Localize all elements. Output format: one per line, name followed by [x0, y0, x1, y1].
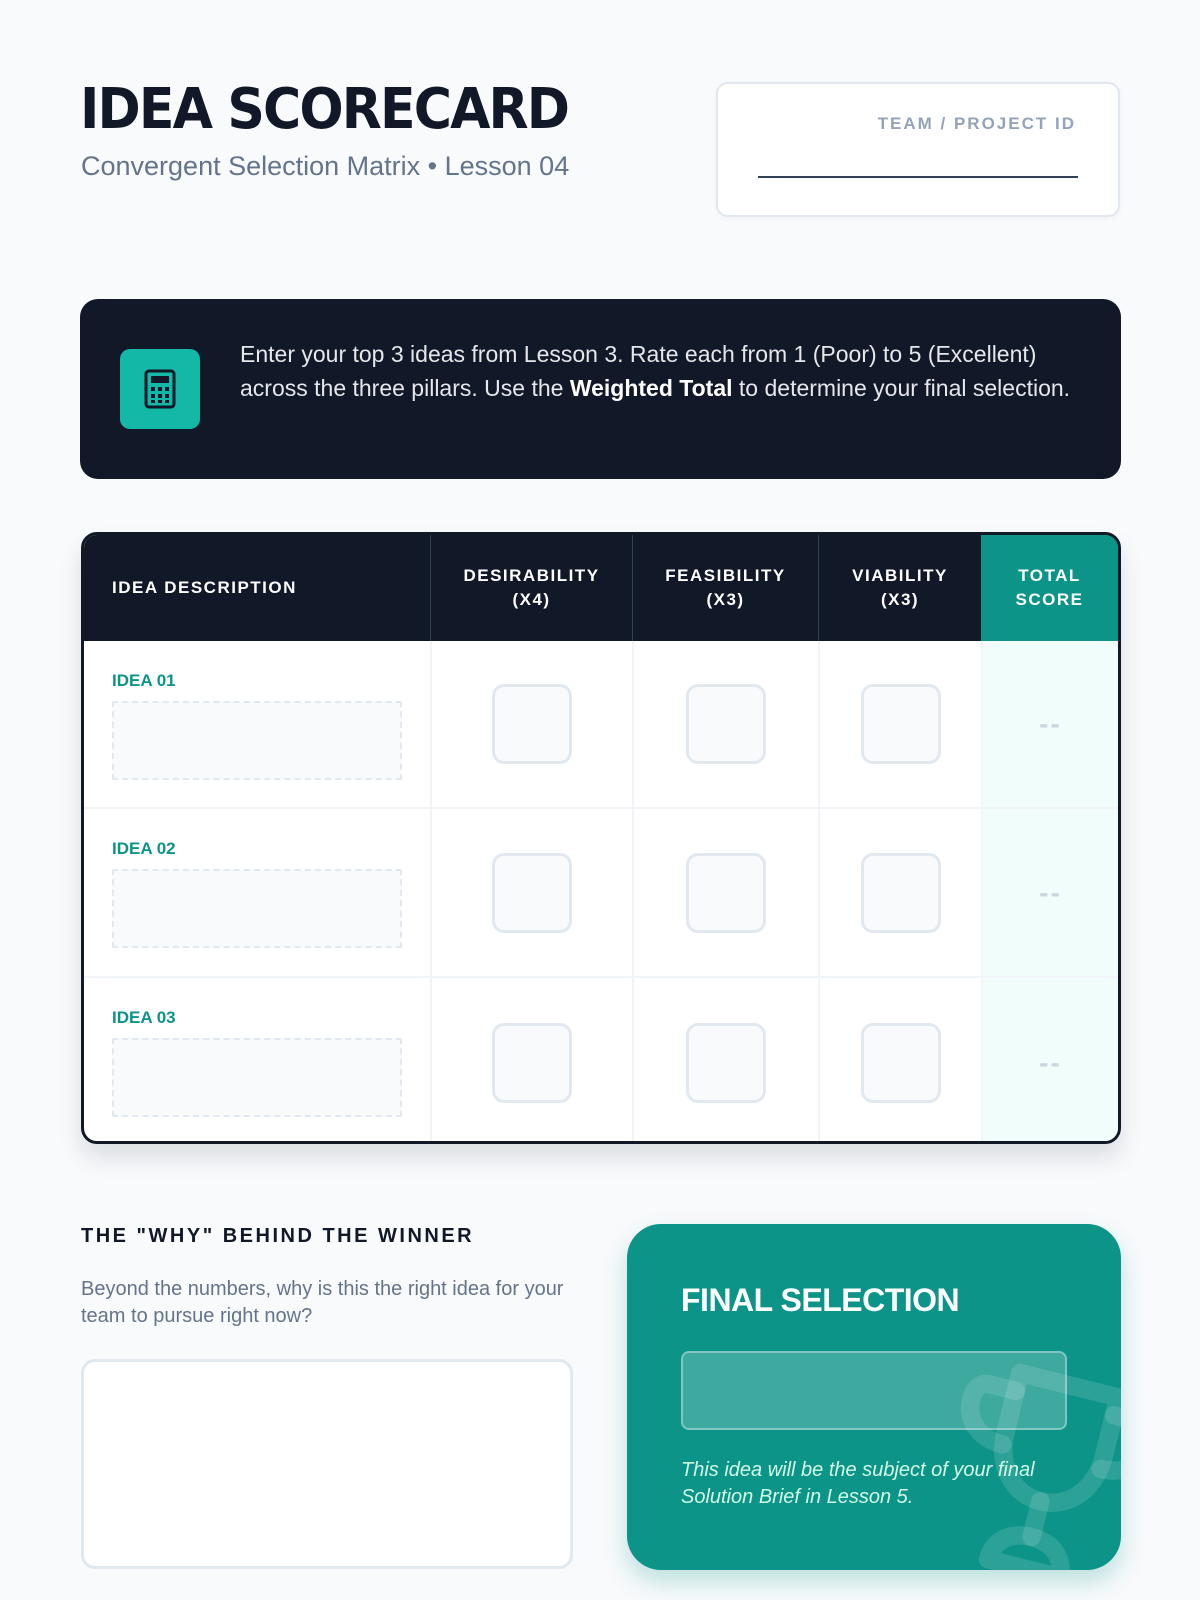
column-header-total-score: TOTAL SCORE	[981, 535, 1118, 641]
why-description: Beyond the numbers, why is this the right idea for your team to pursue right now?	[81, 1278, 564, 1327]
feasibility-score-input[interactable]	[686, 853, 766, 933]
total-score-value: --	[1039, 1046, 1062, 1078]
idea-description-cell	[84, 641, 430, 807]
feasibility-cell	[632, 978, 818, 1144]
idea-description-cell	[84, 978, 430, 1144]
desirability-score-input[interactable]	[492, 1023, 572, 1103]
calculator-icon	[120, 349, 200, 429]
column-header-idea-description: IDEA DESCRIPTION	[112, 578, 297, 597]
total-score-cell	[981, 809, 1118, 976]
idea-label: IDEA 01	[112, 671, 176, 690]
column-header-desirability: DESIRABILITY (X4)	[430, 535, 632, 641]
why-textarea[interactable]	[81, 1359, 573, 1569]
viability-cell	[818, 809, 981, 976]
feasibility-cell	[632, 641, 818, 807]
idea-description-cell	[84, 809, 430, 976]
final-selection-title: FINAL SELECTION	[681, 1282, 960, 1318]
total-score-value: --	[1039, 876, 1062, 908]
weighted-total-emphasis: Weighted Total	[569, 375, 733, 401]
feasibility-score-input[interactable]	[686, 1023, 766, 1103]
final-selection-card	[627, 1224, 1121, 1570]
viability-score-input[interactable]	[861, 853, 941, 933]
table-row	[84, 809, 1118, 978]
instructions-text: Enter your top 3 ideas from Lesson 3. Rate each from 1 (Poor) to 5 (Excellent) across the three pillars. Use the Weighted Total to determine your final selection.	[240, 341, 1071, 401]
idea-label: IDEA 02	[112, 839, 176, 858]
scorecard-table	[81, 532, 1121, 1144]
idea-label: IDEA 03	[112, 1008, 176, 1027]
total-score-cell	[981, 641, 1118, 807]
final-selection-input[interactable]	[681, 1351, 1067, 1430]
table-row	[84, 641, 1118, 809]
desirability-score-input[interactable]	[492, 684, 572, 764]
desirability-cell	[430, 809, 632, 976]
idea-description-input[interactable]	[112, 701, 402, 780]
total-score-cell	[981, 978, 1118, 1144]
total-score-value: --	[1039, 708, 1062, 739]
page-title: IDEA SCORECARD	[80, 77, 569, 142]
table-row	[84, 978, 1118, 1144]
idea-description-input[interactable]	[112, 869, 402, 948]
team-project-id-field[interactable]	[758, 176, 1078, 178]
desirability-cell	[430, 641, 632, 807]
feasibility-score-input[interactable]	[686, 684, 766, 764]
column-header-viability: VIABILITY (X3)	[818, 535, 981, 641]
desirability-cell	[430, 978, 632, 1144]
column-header-feasibility: FEASIBILITY (X3)	[632, 535, 818, 641]
desirability-score-input[interactable]	[492, 853, 572, 933]
table-header-row	[84, 535, 1118, 641]
viability-score-input[interactable]	[861, 684, 941, 764]
viability-cell	[818, 978, 981, 1144]
team-project-id-card	[716, 82, 1120, 217]
idea-description-input[interactable]	[112, 1038, 402, 1117]
page-subtitle: Convergent Selection Matrix • Lesson 04	[81, 151, 570, 181]
viability-score-input[interactable]	[861, 1023, 941, 1103]
why-heading: THE "WHY" BEHIND THE WINNER	[81, 1225, 475, 1247]
final-selection-note: This idea will be the subject of your final Solution Brief in Lesson 5.	[681, 1459, 1035, 1508]
instructions-banner	[80, 299, 1121, 479]
team-project-id-label: TEAM / PROJECT ID	[877, 114, 1076, 133]
feasibility-cell	[632, 809, 818, 976]
viability-cell	[818, 641, 981, 807]
